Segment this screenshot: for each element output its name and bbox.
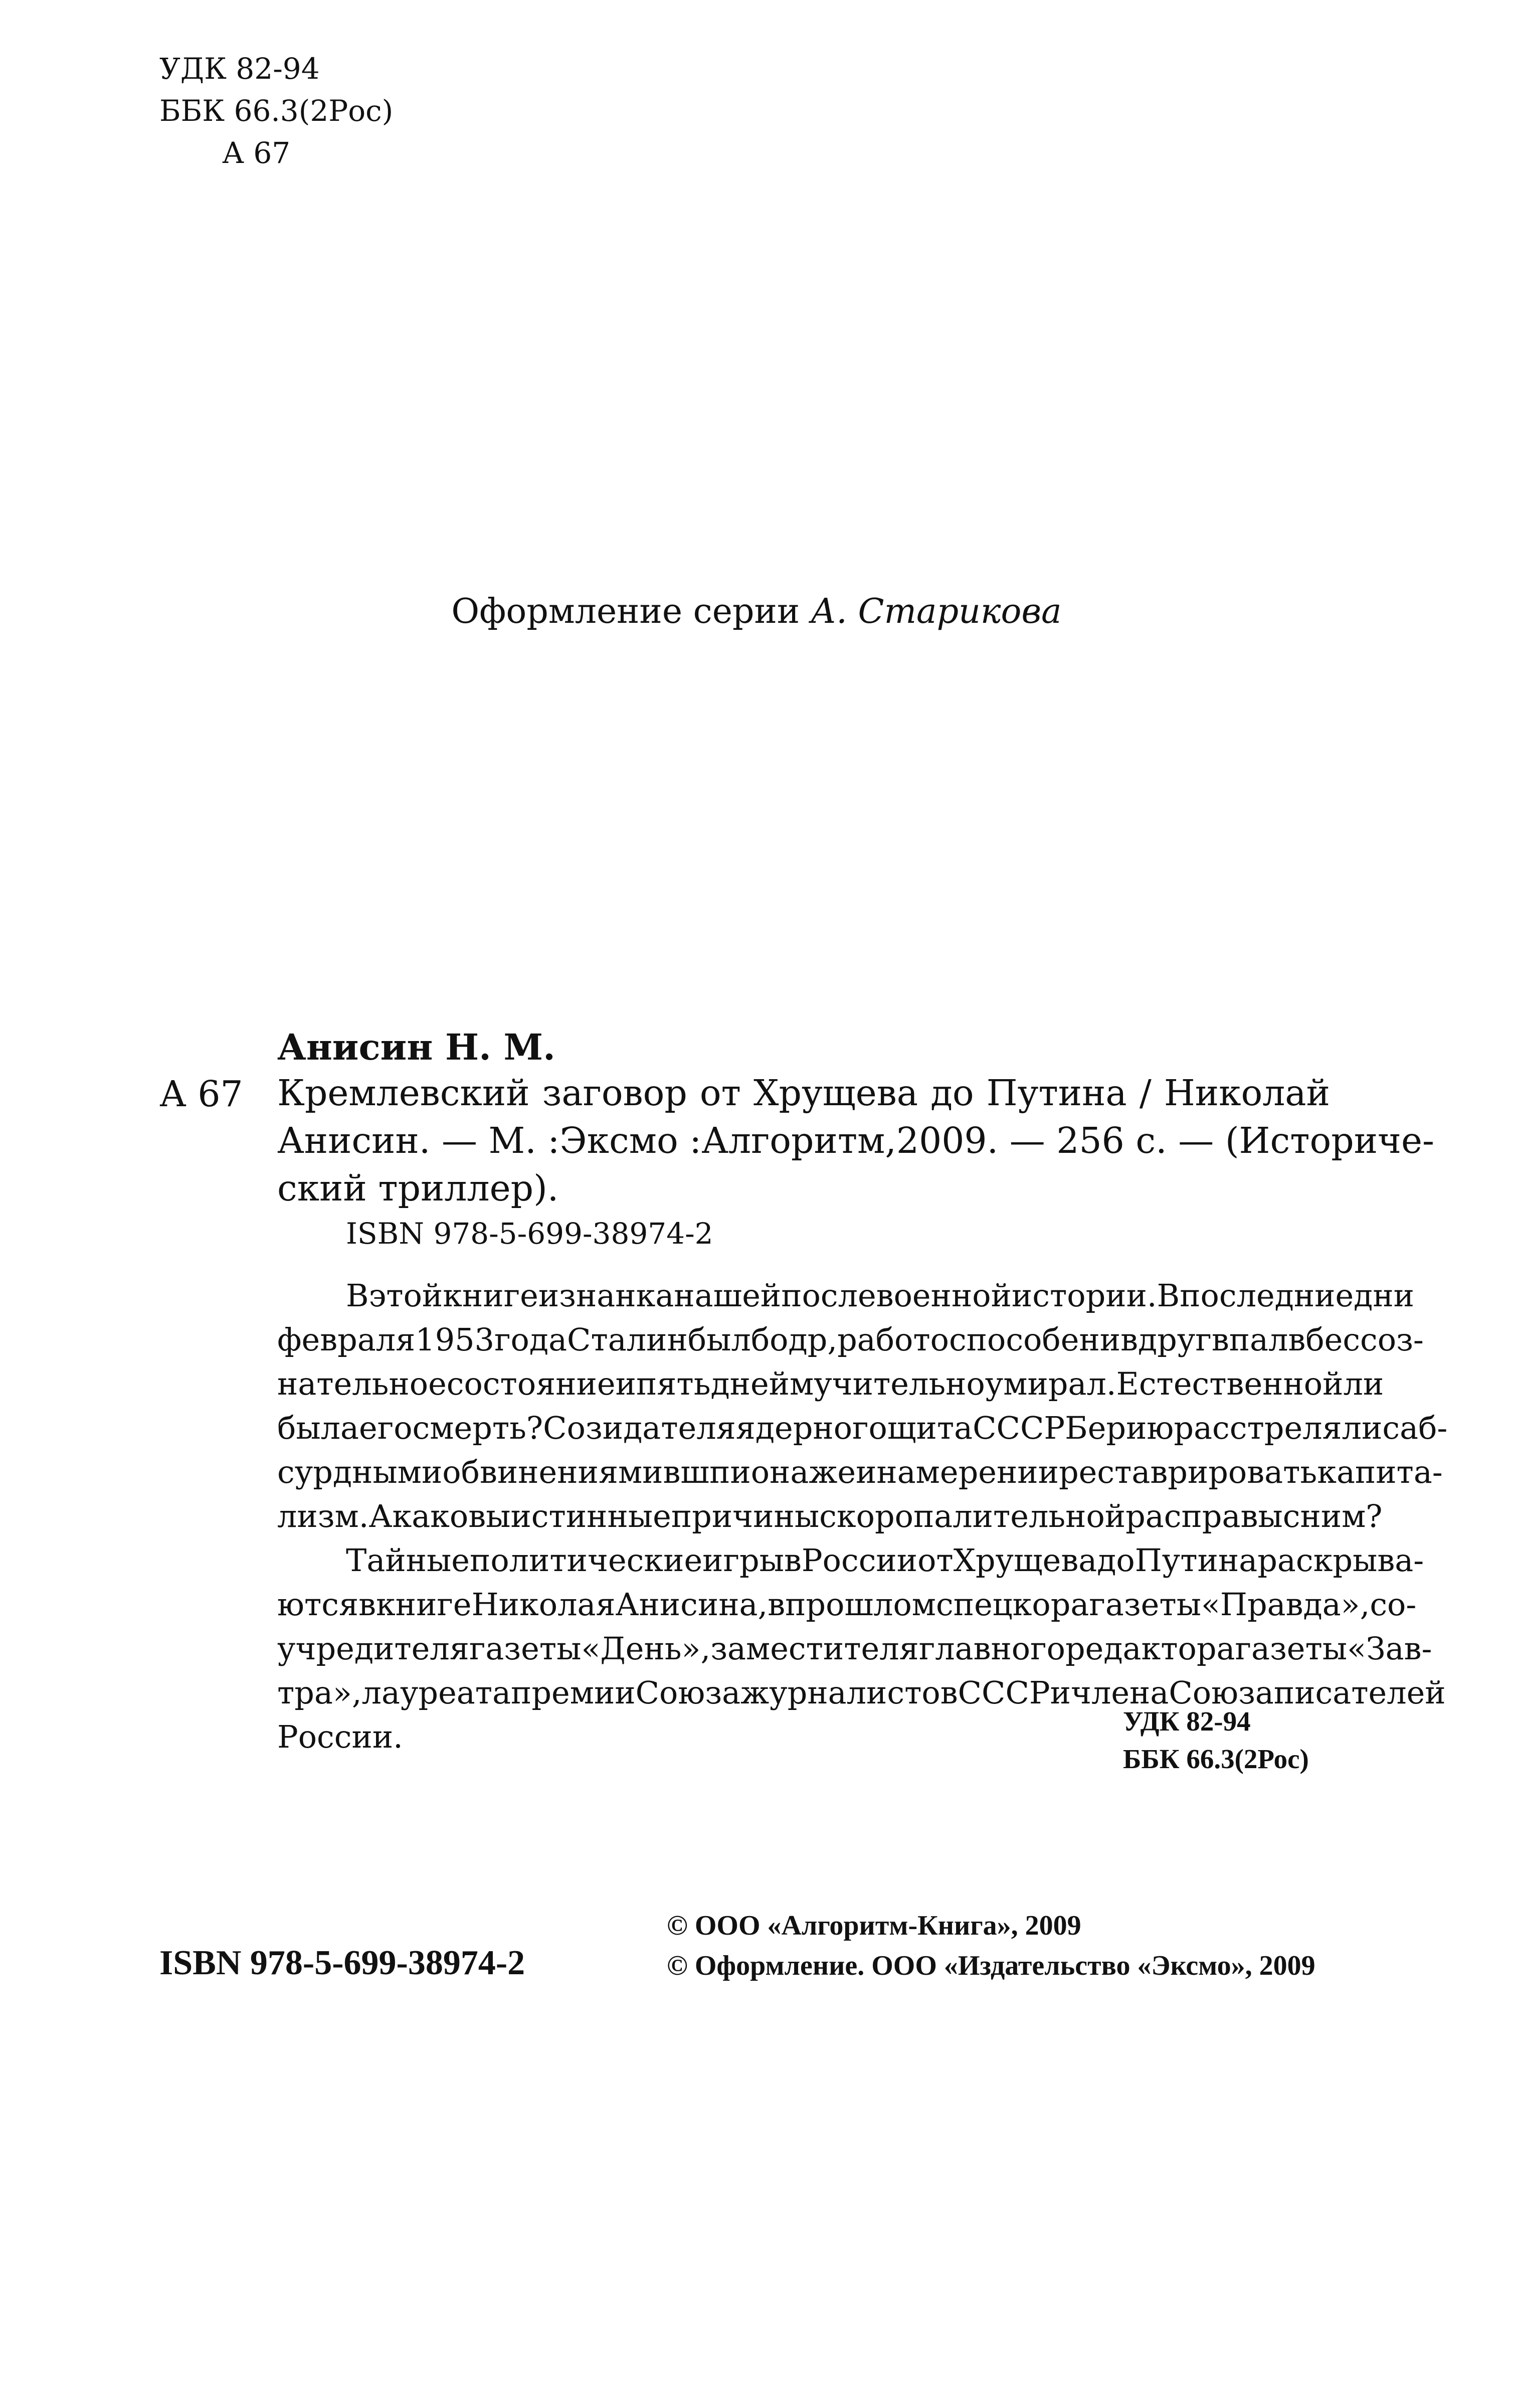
annotation-word: был: [687, 1321, 751, 1358]
annotation-word: от: [917, 1542, 954, 1579]
annotation-word: А: [368, 1498, 393, 1534]
entry-word: до: [930, 1072, 974, 1114]
annotation-word: игры: [702, 1542, 785, 1579]
annotation-word: была: [277, 1410, 359, 1446]
annotation-word: Николая: [471, 1586, 616, 1623]
bbk-code: ББК 66.3(2Рос): [159, 94, 394, 128]
annotation-word: Анисина,: [615, 1586, 768, 1623]
entry-word: от: [699, 1072, 741, 1114]
annotation-word: «Правда»,: [1201, 1586, 1370, 1623]
copyright-block: [667, 1906, 1315, 1986]
annotation-word: причины: [671, 1498, 820, 1534]
annotation-word: щита: [887, 1410, 973, 1446]
annotation-word: истинные: [510, 1498, 671, 1534]
annotation-word: Сталин: [567, 1321, 688, 1358]
annotation-word: последние: [1180, 1277, 1354, 1314]
annotation-line: [277, 1362, 1384, 1406]
annotation-line: [277, 1406, 1448, 1450]
annotation-word: изнанка: [538, 1277, 674, 1314]
bbk-code-bottom: ББК 66.3(2Рос): [1123, 1744, 1309, 1774]
annotation-word: года: [494, 1321, 568, 1358]
annotation-word: Союза: [635, 1674, 741, 1711]
annotation-word: ядерного: [735, 1410, 887, 1446]
bibliographic-description: [277, 1069, 1434, 1212]
annotation-word: обвинениями: [442, 1454, 663, 1490]
annotation-word: СССР: [958, 1674, 1050, 1711]
annotation-word: тра»,: [277, 1674, 362, 1711]
annotation-word: Берию: [1065, 1410, 1174, 1446]
annotation-word: газеты: [1235, 1630, 1348, 1667]
annotation-line: [277, 1627, 1432, 1671]
annotation-word: раскрыва-: [1257, 1542, 1424, 1579]
annotation-word: газеты: [1089, 1586, 1201, 1623]
series-designer-name: А. Старикова: [810, 592, 1062, 631]
annotation-word: «День»,: [581, 1630, 711, 1667]
annotation-line: [277, 1318, 1424, 1362]
isbn-bottom: ISBN 978-5-699-38974-2: [159, 1944, 525, 1982]
annotation-word: книге: [376, 1586, 472, 1623]
entry-word: Эксмо :: [559, 1120, 702, 1161]
entry-word: ский триллер).: [277, 1167, 559, 1209]
entry-word: Алгоритм,: [701, 1120, 896, 1161]
annotation-word: в: [1288, 1321, 1306, 1358]
annotation-word: дней: [710, 1365, 790, 1402]
annotation-word: газеты: [469, 1630, 582, 1667]
classification-block-top: [159, 48, 393, 174]
annotation-word: Естественной: [1116, 1365, 1344, 1402]
annotation-word: до: [1097, 1542, 1135, 1579]
annotation-word: книге: [443, 1277, 538, 1314]
annotation-word: капита-: [1317, 1454, 1443, 1490]
annotation-word: работоспособен: [837, 1321, 1100, 1358]
entry-isbn: ISBN 978-5-699-38974-2: [346, 1217, 713, 1251]
series-design-credit: [0, 587, 1513, 637]
annotation-word: России: [801, 1542, 918, 1579]
annotation-word: Созидателя: [543, 1410, 736, 1446]
annotation-word: с: [1382, 1410, 1400, 1446]
entry-word: Хрущева: [753, 1072, 918, 1114]
annotation-word: вдруг: [1120, 1321, 1212, 1358]
annotation-word: лауреата: [361, 1674, 511, 1711]
entry-word: /: [1139, 1072, 1152, 1114]
annotation-word: ются: [277, 1586, 359, 1623]
annotation-word: Союза: [1169, 1674, 1274, 1711]
annotation-word: нашей: [674, 1277, 782, 1314]
annotation-word: февраля: [277, 1321, 416, 1358]
annotation-word: лизм.: [277, 1498, 369, 1534]
annotation-word: редактора: [1065, 1630, 1235, 1667]
annotation-word: Хрущева: [953, 1542, 1097, 1579]
annotation-word: и: [856, 1454, 877, 1490]
annotation-word: СССР: [973, 1410, 1065, 1446]
entry-author-mark: А 67: [159, 1073, 243, 1115]
annotation-word: прошлом: [785, 1586, 936, 1623]
annotation-word: Тайные: [346, 1542, 470, 1579]
author-heading: Анисин Н. М.: [277, 1026, 555, 1068]
annotation-word: умирал.: [985, 1365, 1116, 1402]
annotation-word: и: [1050, 1674, 1071, 1711]
annotation-word: его: [359, 1410, 413, 1446]
annotation-word: бодр,: [750, 1321, 838, 1358]
annotation-line: [277, 1538, 1424, 1583]
annotation-word: и: [615, 1365, 636, 1402]
annotation-word: расправы: [1125, 1498, 1283, 1534]
annotation-word: Путина: [1134, 1542, 1258, 1579]
annotation-word: пять: [636, 1365, 711, 1402]
annotation-word: с: [1282, 1498, 1300, 1534]
annotation-word: члена: [1070, 1674, 1169, 1711]
annotation-word: в: [768, 1586, 786, 1623]
annotation-line: [277, 1583, 1417, 1627]
annotation-word: премии: [511, 1674, 636, 1711]
annotation-word: впал: [1211, 1321, 1288, 1358]
annotation-word: скоропалительной: [819, 1498, 1126, 1534]
entry-word: Кремлевский: [277, 1072, 530, 1114]
entry-word: Путина: [986, 1072, 1127, 1114]
entry-line: [277, 1117, 1434, 1164]
entry-word: Анисин. — М. :: [277, 1120, 560, 1161]
annotation-word: В: [346, 1277, 369, 1314]
annotation-word: в: [663, 1454, 681, 1490]
annotation-word: в: [358, 1586, 376, 1623]
copyright-line: © ООО «Алгоритм-Книга», 2009: [667, 1910, 1081, 1941]
annotation-word: заместителя: [710, 1630, 919, 1667]
entry-word: 2009. — 256 с. — (Историче-: [896, 1120, 1434, 1161]
annotation-word: реставрировать: [1058, 1454, 1317, 1490]
annotation-word: сурдными: [277, 1454, 443, 1490]
annotation-word: ним?: [1300, 1498, 1383, 1534]
annotation-word: ли: [1343, 1365, 1384, 1402]
annotation-word: аб-: [1400, 1410, 1448, 1446]
annotation-line: [277, 1494, 1383, 1538]
udk-code: УДК 82-94: [159, 52, 320, 86]
annotation-word: писателей: [1273, 1674, 1446, 1711]
annotation-word: мучительно: [789, 1365, 985, 1402]
annotation-word: послевоенной: [781, 1277, 1012, 1314]
annotation-word: шпионаже: [680, 1454, 856, 1490]
annotation-word: состояние: [446, 1365, 616, 1402]
author-mark: А 67: [222, 136, 291, 170]
annotation-word: этой: [368, 1277, 443, 1314]
annotation-word: 1953: [415, 1321, 495, 1358]
annotation-word: дни: [1354, 1277, 1414, 1314]
annotation-word: «Зав-: [1347, 1630, 1432, 1667]
annotation-line: [277, 1274, 1414, 1318]
annotation-word: смерть?: [412, 1410, 543, 1446]
annotation-word: в: [784, 1542, 802, 1579]
annotation-word: истории.: [1011, 1277, 1157, 1314]
annotation-word: России.: [277, 1718, 403, 1755]
annotation-word: главного: [918, 1630, 1065, 1667]
annotation-word: бессоз-: [1305, 1321, 1424, 1358]
annotation-text: [277, 1274, 1448, 1759]
annotation-word: каковы: [392, 1498, 511, 1534]
annotation-word: журналистов: [740, 1674, 958, 1711]
entry-line: [277, 1069, 1330, 1117]
annotation-word: спецкора: [936, 1586, 1089, 1623]
annotation-word: В: [1157, 1277, 1180, 1314]
series-design-label: Оформление серии: [451, 592, 800, 631]
annotation-word: со-: [1370, 1586, 1417, 1623]
entry-word: Николай: [1164, 1072, 1330, 1114]
annotation-word: учредителя: [277, 1630, 469, 1667]
annotation-word: расстреляли: [1174, 1410, 1383, 1446]
annotation-line: [277, 1450, 1443, 1494]
entry-word: заговор: [542, 1072, 687, 1114]
entry-line: [277, 1164, 1330, 1212]
copyright-line: © Оформление. ООО «Издательство «Эксмо», 2009: [667, 1950, 1315, 1981]
annotation-word: и: [1099, 1321, 1121, 1358]
annotation-word: политические: [470, 1542, 703, 1579]
classification-block-bottom: [1123, 1702, 1309, 1778]
annotation-word: нательное: [277, 1365, 447, 1402]
annotation-word: намерении: [876, 1454, 1059, 1490]
udk-code-bottom: УДК 82-94: [1123, 1706, 1251, 1737]
